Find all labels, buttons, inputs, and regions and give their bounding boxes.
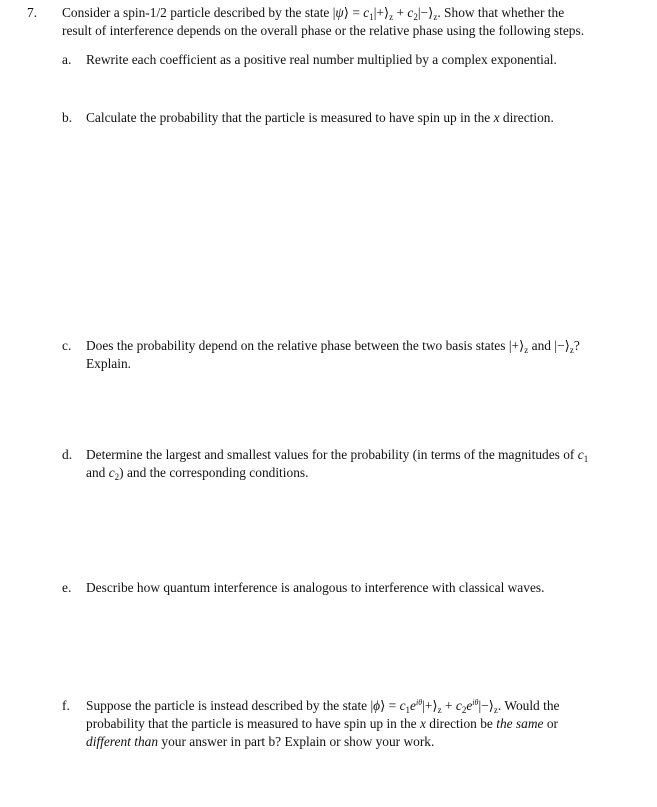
part-b-label: b. <box>62 110 73 125</box>
part-c <box>62 337 632 373</box>
part-c-label: c. <box>62 338 72 353</box>
part-d-line2: and $c_2$) and the corresponding conditions. <box>86 465 309 482</box>
part-c-line2: Explain. <box>86 356 131 371</box>
part-b-var: x <box>493 110 500 125</box>
part-b-text-pre: Calculate the probability that the particle is measured to have spin up in the <box>86 110 491 125</box>
state-phi-equation: |ϕ⟩ = $c_1e^{i\theta}|+⟩_z$ + $c_2e^{i\theta}|-⟩_z$. <box>370 698 502 715</box>
part-d-label: d. <box>62 447 73 462</box>
intro-text-post: Show that whether the <box>444 5 565 20</box>
part-f <box>62 697 632 751</box>
part-f-label: f. <box>62 698 70 713</box>
part-b <box>62 109 632 127</box>
part-f-same: the same <box>496 716 544 731</box>
part-f-line2 <box>62 716 558 731</box>
part-d <box>62 446 632 482</box>
part-c-q: ? <box>573 338 580 353</box>
part-f-line3-post: your answer in part b? Explain or show your work. <box>161 734 435 749</box>
question-intro <box>62 4 647 40</box>
part-f-var: x <box>419 716 426 731</box>
part-f-line2-pre: probability that the particle is measured to have spin up in the <box>86 716 417 731</box>
intro-text-pre: Consider a spin-1/2 particle described by the state <box>62 5 330 20</box>
part-f-line2-mid: direction be <box>429 716 493 731</box>
part-f-line3 <box>62 734 434 749</box>
part-f-different: different than <box>86 734 159 749</box>
part-d-line1: Determine the largest and smallest values for the probability (in terms of the magnitudes of <box>86 447 575 462</box>
part-f-line1-pre: Suppose the particle is instead described by the state <box>86 698 368 713</box>
part-e-text: Describe how quantum interference is analogous to interference with classical waves. <box>86 580 545 595</box>
part-d-c1: $c_1$ <box>577 447 589 464</box>
intro-text-line2: result of interference depends on the overall phase or the relative phase using the following steps. <box>62 23 585 38</box>
question-number: 7. <box>27 5 38 20</box>
part-d-line2-post: ) and the corresponding conditions. <box>119 465 309 480</box>
part-d-and: and <box>86 465 106 480</box>
part-b-text-post: direction. <box>502 110 554 125</box>
part-a <box>62 51 632 69</box>
part-e <box>62 579 632 597</box>
ket-minus-z: $|-⟩_z$ <box>554 338 574 355</box>
part-c-text-pre: Does the probability depend on the relative phase between the two basis states <box>86 338 506 353</box>
part-f-line1-post: Would the <box>504 698 560 713</box>
ket-plus-z: $|+⟩_z$ <box>508 338 529 355</box>
part-a-label: a. <box>62 52 72 67</box>
state-psi-equation: |ψ⟩ = $c_1|+⟩_z$ + $c_2|-⟩_z$. <box>332 5 441 22</box>
part-e-label: e. <box>62 580 72 595</box>
part-c-and: and <box>531 338 551 353</box>
part-f-or: or <box>546 716 558 731</box>
part-a-text: Rewrite each coefficient as a positive real number multiplied by a complex exponential. <box>86 52 557 67</box>
